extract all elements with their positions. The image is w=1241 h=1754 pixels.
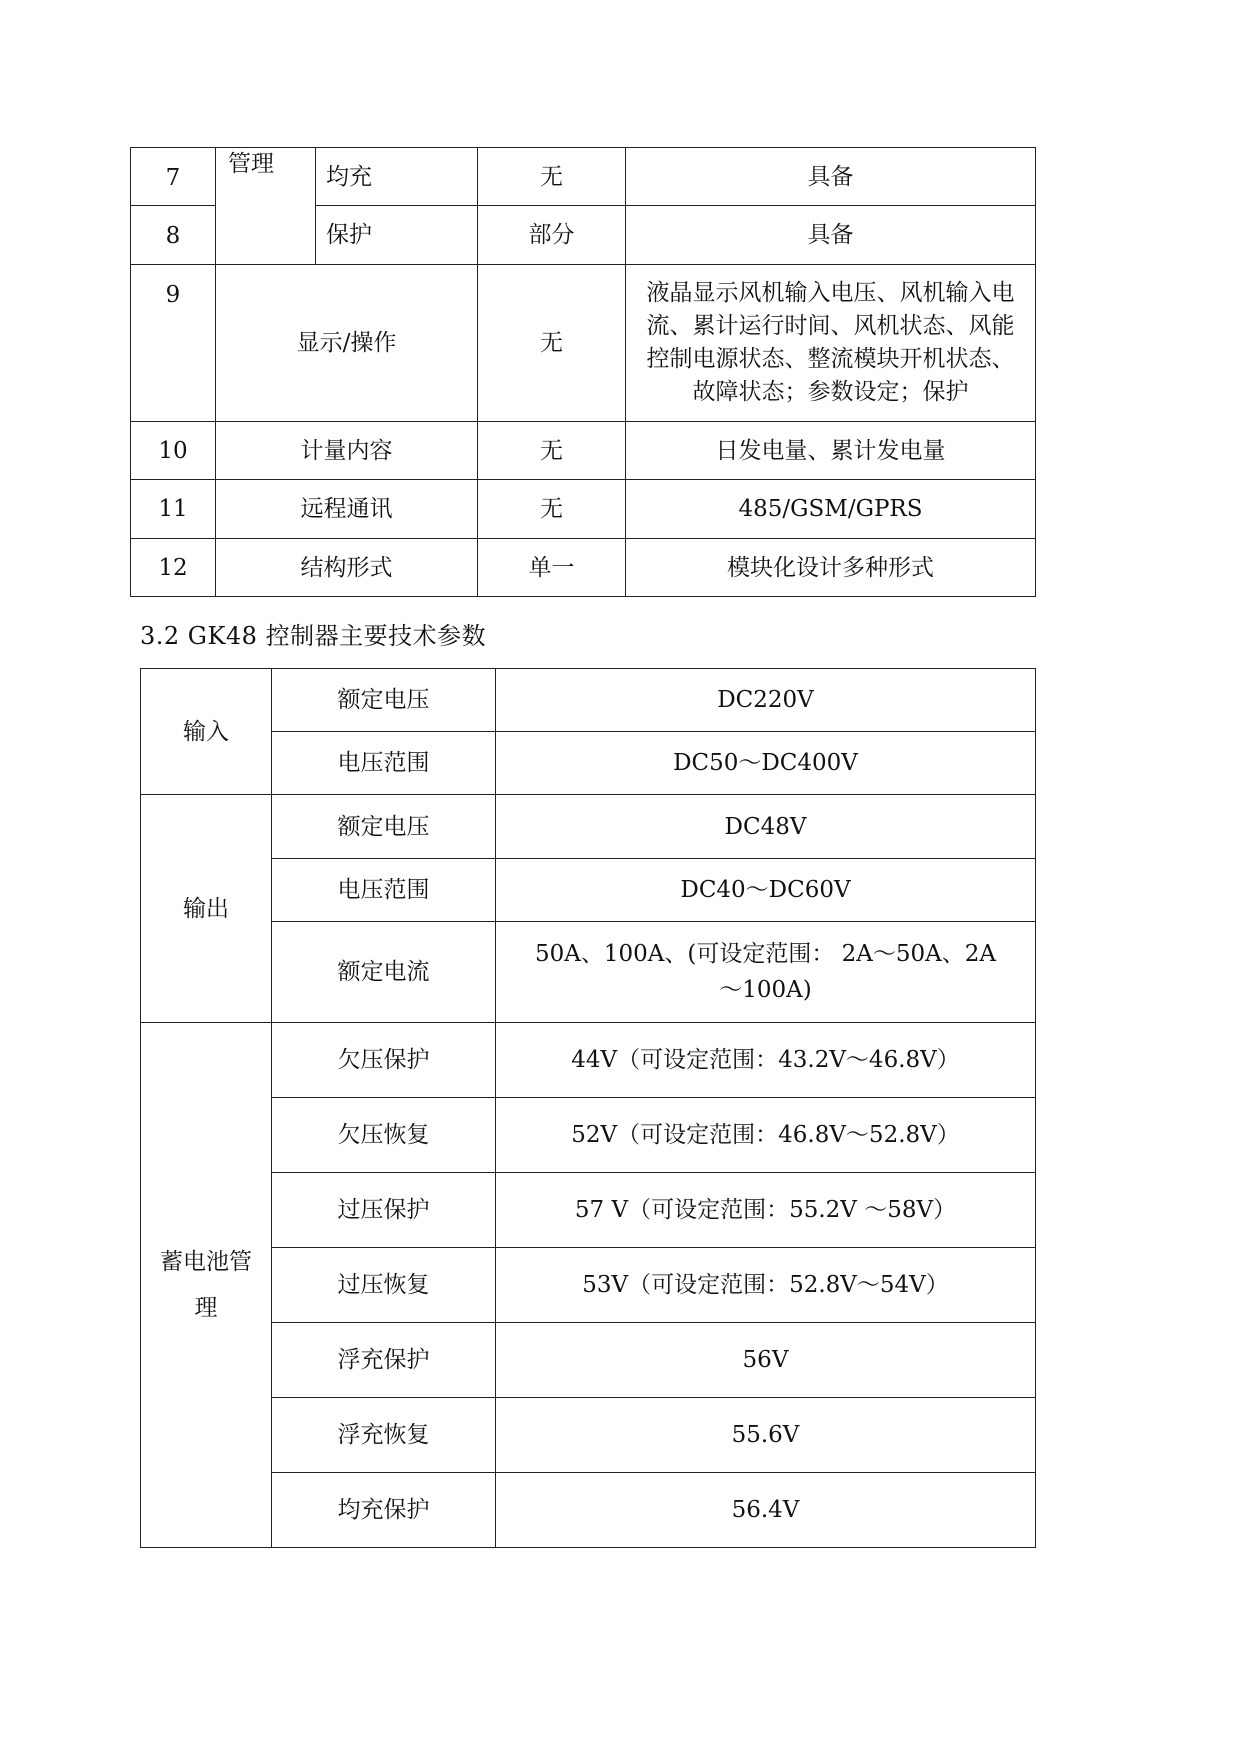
item-cell: 计量内容 [216, 422, 478, 480]
table-row [141, 922, 1036, 1023]
table-row [141, 1248, 1036, 1323]
table-row [141, 1473, 1036, 1548]
value-cell: 485/GSM/GPRS [626, 480, 1036, 539]
table-row [141, 795, 1036, 859]
param-cell: 额定电流 [272, 922, 496, 1023]
param-cell: 过压保护 [272, 1173, 496, 1248]
value-cell: 52V（可设定范围：46.8V～52.8V） [496, 1098, 1036, 1173]
param-cell: 额定电压 [272, 669, 496, 732]
group-cell: 管理 [216, 148, 316, 265]
table-row [141, 732, 1036, 795]
param-cell: 均充保护 [272, 1473, 496, 1548]
value-cell: 具备 [626, 148, 1036, 206]
table-row [141, 1173, 1036, 1248]
value-cell: 56V [496, 1323, 1036, 1398]
category-battery: 蓄电池管理 [141, 1023, 272, 1548]
value-cell: 部分 [478, 206, 626, 265]
row-number: 12 [131, 539, 216, 597]
section-title: 3.2 GK48 控制器主要技术参数 [140, 622, 487, 650]
table-row [131, 422, 1036, 480]
value-cell: 液晶显示风机输入电压、风机输入电流、累计运行时间、风机状态、风能控制电源状态、整流模块开机状态、故障状态；参数设定；保护 [626, 265, 1036, 422]
table-row [131, 480, 1036, 539]
row-number: 7 [131, 148, 216, 206]
value-cell: 56.4V [496, 1473, 1036, 1548]
comparison-table [130, 147, 1036, 597]
row-number: 10 [131, 422, 216, 480]
value-cell: DC48V [496, 795, 1036, 859]
item-cell: 结构形式 [216, 539, 478, 597]
value-cell: 57 V（可设定范围：55.2V ～58V） [496, 1173, 1036, 1248]
table-row [141, 1098, 1036, 1173]
item-cell: 显示/操作 [216, 265, 478, 422]
param-cell: 浮充保护 [272, 1323, 496, 1398]
category-output: 输出 [141, 795, 272, 1023]
value-cell: 单一 [478, 539, 626, 597]
spec-table [140, 668, 1036, 1548]
param-cell: 欠压保护 [272, 1023, 496, 1098]
param-cell: 过压恢复 [272, 1248, 496, 1323]
row-number: 9 [131, 265, 216, 422]
param-cell: 电压范围 [272, 732, 496, 795]
table-row [141, 1023, 1036, 1098]
row-number: 8 [131, 206, 216, 265]
value-cell: 模块化设计多种形式 [626, 539, 1036, 597]
value-cell: 日发电量、累计发电量 [626, 422, 1036, 480]
value-cell: DC220V [496, 669, 1036, 732]
category-input: 输入 [141, 669, 272, 795]
value-cell: 无 [478, 422, 626, 480]
value-cell: DC40～DC60V [496, 859, 1036, 922]
table-row [131, 539, 1036, 597]
table-row [141, 1323, 1036, 1398]
table-row [131, 148, 1036, 206]
item-cell: 均充 [316, 148, 478, 206]
item-cell: 保护 [316, 206, 478, 265]
table-row [141, 669, 1036, 732]
value-cell: DC50～DC400V [496, 732, 1036, 795]
table-row [141, 1398, 1036, 1473]
param-cell: 浮充恢复 [272, 1398, 496, 1473]
value-cell: 44V（可设定范围：43.2V～46.8V） [496, 1023, 1036, 1098]
value-cell: 具备 [626, 206, 1036, 265]
table-row [131, 265, 1036, 422]
value-cell: 55.6V [496, 1398, 1036, 1473]
value-cell: 无 [478, 148, 626, 206]
param-cell: 额定电压 [272, 795, 496, 859]
param-cell: 欠压恢复 [272, 1098, 496, 1173]
value-cell: 53V（可设定范围：52.8V～54V） [496, 1248, 1036, 1323]
value-cell: 无 [478, 265, 626, 422]
value-cell: 无 [478, 480, 626, 539]
param-cell: 电压范围 [272, 859, 496, 922]
row-number: 11 [131, 480, 216, 539]
table-row [141, 859, 1036, 922]
item-cell: 远程通讯 [216, 480, 478, 539]
value-cell: 50A、100A、(可设定范围： 2A～50A、2A～100A) [496, 922, 1036, 1023]
